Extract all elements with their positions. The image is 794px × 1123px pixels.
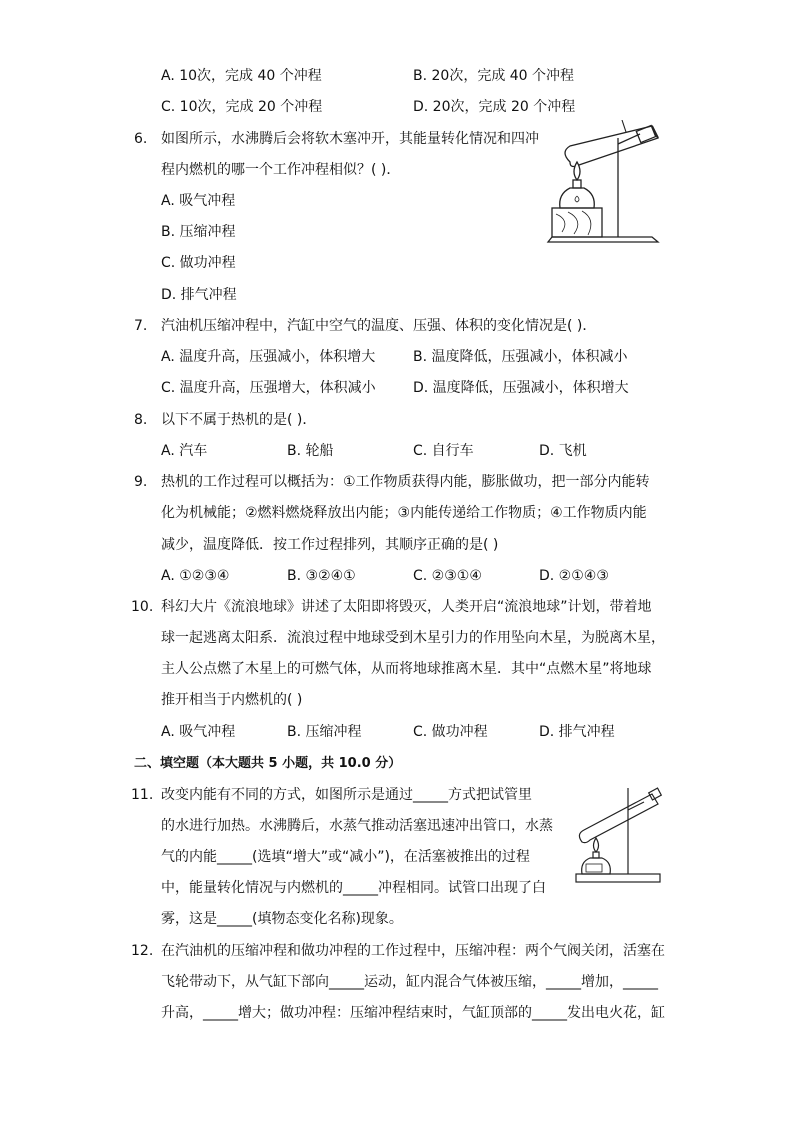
q6-test-tube-figure [540, 120, 670, 250]
q7-option-a: A. 温度升高，压强减小，体积增大 [161, 349, 376, 365]
q12-stem-line-3: 升高，_____增大；做功冲程：压缩冲程结束时，气缸顶部的_____发出电火花，缸 [161, 1005, 665, 1021]
q5-option-d: D. 20次，完成 20 个冲程 [413, 99, 576, 115]
q9-option-c: C. ②③①④ [413, 568, 482, 584]
q9-option-d: D. ②①④③ [539, 568, 609, 584]
q9-stem-line-2: 化为机械能；②燃料燃烧释放出内能；③内能传递给工作物质；④工作物质内能 [161, 505, 647, 521]
q12-stem-line-2: 飞轮带动下，从气缸下部向_____运动，缸内混合气体被压缩，_____增加，_____ [161, 974, 658, 990]
q8-option-a: A. 汽车 [161, 443, 208, 459]
q12-stem-line-1: 在汽油机的压缩冲程和做功冲程的工作过程中，压缩冲程：两个气阀关闭，活塞在 [161, 943, 665, 959]
q11-stem-line-1: 改变内能有不同的方式，如图所示是通过_____方式把试管里 [161, 787, 532, 803]
q10-stem-line-4: 推开相当于内燃机的( ) [161, 692, 303, 708]
q10-number: 10. [131, 599, 154, 615]
q7-number: 7. [134, 318, 148, 334]
q11-stem-line-3: 气的内能_____(选填“增大”或“减小”)，在活塞被推出的过程 [161, 849, 530, 865]
q8-option-c: C. 自行车 [413, 443, 474, 459]
q6-option-a: A. 吸气冲程 [161, 193, 236, 209]
q10-stem-line-1: 科幻大片《流浪地球》讲述了太阳即将毁灭，人类开启“流浪地球”计划，带着地 [161, 599, 652, 615]
q7-option-b: B. 温度降低，压强减小，体积减小 [413, 349, 628, 365]
q9-option-b: B. ③②④① [287, 568, 356, 584]
q10-option-c: C. 做功冲程 [413, 724, 488, 740]
q11-stem-line-5: 雾，这是_____(填物态变化名称)现象。 [161, 911, 403, 927]
q10-option-d: D. 排气冲程 [539, 724, 615, 740]
q7-option-d: D. 温度降低，压强减小，体积增大 [413, 380, 629, 396]
q7-stem-line-1: 汽油机压缩冲程中，汽缸中空气的温度、压强、体积的变化情况是( )． [161, 318, 597, 334]
q11-stem-line-2: 的水进行加热。水沸腾后，水蒸气推动活塞迅速冲出管口，水蒸 [161, 818, 553, 834]
q6-stem-line-2: 程内燃机的哪一个工作冲程相似？( )． [161, 162, 401, 178]
q5-option-b: B. 20次，完成 40 个冲程 [413, 68, 575, 84]
q11-stem-line-4: 中，能量转化情况与内燃机的_____冲程相同。试管口出现了白 [161, 880, 546, 896]
q8-option-d: D. 飞机 [539, 443, 587, 459]
q6-option-d: D. 排气冲程 [161, 287, 237, 303]
q8-number: 8. [134, 412, 148, 428]
q5-option-a: A. 10次，完成 40 个冲程 [161, 68, 322, 84]
q6-option-c: C. 做功冲程 [161, 255, 236, 271]
q9-option-a: A. ①②③④ [161, 568, 230, 584]
q10-stem-line-3: 主人公点燃了木星上的可燃气体，从而将地球推离木星．其中“点燃木星”将地球 [161, 661, 652, 677]
q7-option-c: C. 温度升高，压强增大，体积减小 [161, 380, 376, 396]
q5-option-c: C. 10次，完成 20 个冲程 [161, 99, 323, 115]
q9-stem-line-1: 热机的工作过程可以概括为：①工作物质获得内能，膨胀做功，把一部分内能转 [161, 474, 650, 490]
q8-stem-line-1: 以下不属于热机的是( )． [161, 412, 317, 428]
q6-number: 6. [134, 131, 148, 147]
q10-stem-line-2: 球一起逃离太阳系．流浪过程中地球受到木星引力的作用坠向木星，为脱离木星， [161, 630, 665, 646]
q9-number: 9. [134, 474, 148, 490]
q9-stem-line-3: 减少，温度降低．按工作过程排列，其顺序正确的是( ) [161, 537, 499, 553]
q6-option-b: B. 压缩冲程 [161, 224, 236, 240]
q10-option-b: B. 压缩冲程 [287, 724, 362, 740]
q10-option-a: A. 吸气冲程 [161, 724, 236, 740]
q11-test-tube-figure [568, 780, 668, 885]
q11-number: 11. [131, 787, 154, 803]
q6-stem-line-1: 如图所示，水沸腾后会将软木塞冲开，其能量转化情况和四冲 [161, 131, 539, 147]
q8-option-b: B. 轮船 [287, 443, 334, 459]
q12-number: 12. [131, 943, 154, 959]
section-heading-fill-in: 二、填空题（本大题共 5 小题，共 10.0 分） [134, 756, 402, 771]
